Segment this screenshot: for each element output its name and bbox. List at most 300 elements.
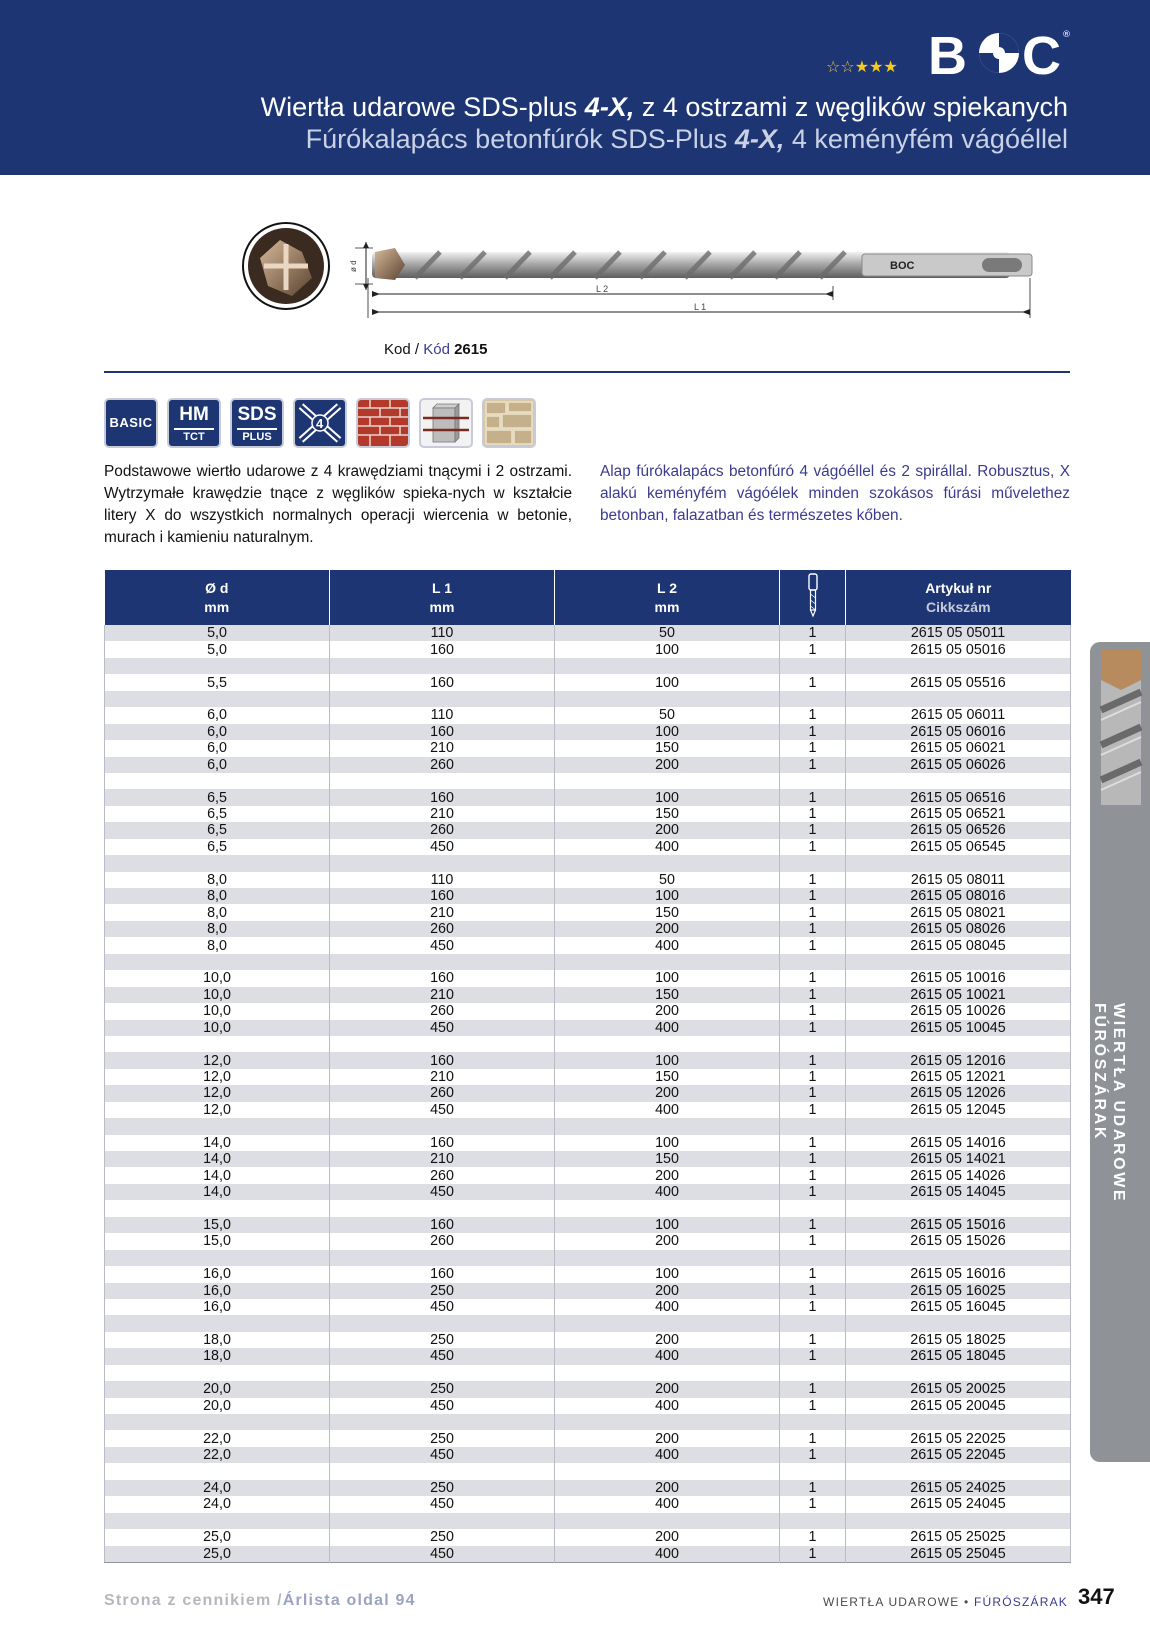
- cell-diameter: 8,0: [105, 872, 330, 888]
- cell-article-no: 2615 05 08021: [846, 904, 1071, 920]
- cell-diameter: [105, 954, 330, 970]
- cell-quantity: 1: [780, 1348, 846, 1364]
- cell-l2: 400: [555, 1496, 780, 1512]
- cell-diameter: 14,0: [105, 1135, 330, 1151]
- cell-diameter: 22,0: [105, 1430, 330, 1446]
- table-row: [105, 921, 1071, 937]
- cell-l2: 200: [555, 1529, 780, 1545]
- drill-illustration: [230, 218, 1080, 333]
- cell-quantity: [780, 1250, 846, 1266]
- cell-l1: [330, 855, 555, 871]
- cell-l2: 400: [555, 1398, 780, 1414]
- cell-quantity: 1: [780, 822, 846, 838]
- cell-diameter: 14,0: [105, 1167, 330, 1183]
- cell-l2: 150: [555, 904, 780, 920]
- cell-l1: [330, 658, 555, 674]
- stone-icon: [482, 398, 536, 448]
- cell-quantity: 1: [780, 740, 846, 756]
- cell-diameter: 10,0: [105, 1003, 330, 1019]
- table-row: [105, 822, 1071, 838]
- basic-icon: BASIC: [104, 398, 158, 448]
- cell-article-no: 2615 05 22045: [846, 1447, 1071, 1463]
- cell-l2: 150: [555, 987, 780, 1003]
- cell-l1: 450: [330, 1546, 555, 1563]
- cell-quantity: 1: [780, 1496, 846, 1512]
- cell-l1: 250: [330, 1332, 555, 1348]
- table-row: [105, 872, 1071, 888]
- table-spacer-row: [105, 1365, 1071, 1381]
- cell-quantity: 1: [780, 1480, 846, 1496]
- cell-quantity: 1: [780, 987, 846, 1003]
- cell-l2: [555, 1365, 780, 1381]
- cell-quantity: 1: [780, 1003, 846, 1019]
- header-diameter: Ø d mm: [105, 570, 330, 625]
- cell-l2: 200: [555, 1381, 780, 1397]
- cell-article-no: 2615 05 08016: [846, 888, 1071, 904]
- cell-quantity: 1: [780, 1151, 846, 1167]
- section-tab-label: WIERTŁA UDAROWE FÚRÓSZÁRAK: [1091, 1003, 1127, 1204]
- table-row: [105, 1135, 1071, 1151]
- cell-quantity: [780, 954, 846, 970]
- cell-l1: 260: [330, 1003, 555, 1019]
- cell-quantity: 1: [780, 1430, 846, 1446]
- cell-article-no: 2615 05 20045: [846, 1398, 1071, 1414]
- cell-quantity: 1: [780, 1332, 846, 1348]
- cell-article-no: 2615 05 14045: [846, 1184, 1071, 1200]
- cell-l2: 150: [555, 740, 780, 756]
- cell-diameter: 8,0: [105, 904, 330, 920]
- cell-quantity: 1: [780, 1398, 846, 1414]
- cell-l2: 200: [555, 1480, 780, 1496]
- drill-bit-icon: [802, 572, 824, 618]
- table-row: [105, 740, 1071, 756]
- cell-article-no: 2615 05 06516: [846, 789, 1071, 805]
- cell-diameter: [105, 1414, 330, 1430]
- cell-diameter: [105, 773, 330, 789]
- cell-quantity: 1: [780, 641, 846, 657]
- cell-quantity: [780, 1200, 846, 1216]
- cell-quantity: 1: [780, 937, 846, 953]
- cell-quantity: 1: [780, 921, 846, 937]
- cell-l1: 260: [330, 822, 555, 838]
- cell-article-no: 2615 05 08026: [846, 921, 1071, 937]
- cell-diameter: [105, 1036, 330, 1052]
- cell-diameter: 24,0: [105, 1480, 330, 1496]
- cell-quantity: 1: [780, 625, 846, 641]
- cell-diameter: 15,0: [105, 1233, 330, 1249]
- cell-quantity: 1: [780, 1135, 846, 1151]
- cell-diameter: [105, 855, 330, 871]
- cell-l1: [330, 1414, 555, 1430]
- cell-diameter: 8,0: [105, 921, 330, 937]
- cell-quantity: 1: [780, 839, 846, 855]
- cell-article-no: 2615 05 10021: [846, 987, 1071, 1003]
- header-article-no: Artykuł nr Cikkszám: [846, 570, 1071, 625]
- cell-l1: 450: [330, 1496, 555, 1512]
- page-title-hu: Fúrókalapács betonfúrók SDS-Plus 4-X, 4 keményfém vágóéllel: [305, 124, 1068, 154]
- table-row: [105, 1102, 1071, 1118]
- cell-l1: [330, 773, 555, 789]
- cell-l1: [330, 1250, 555, 1266]
- cell-l1: 450: [330, 937, 555, 953]
- cell-article-no: [846, 855, 1071, 871]
- cell-diameter: 10,0: [105, 987, 330, 1003]
- cell-quantity: 1: [780, 1020, 846, 1036]
- table-row: [105, 1348, 1071, 1364]
- cell-quantity: 1: [780, 1266, 846, 1282]
- table-row: [105, 1546, 1071, 1563]
- cell-l1: 160: [330, 641, 555, 657]
- cell-l2: 400: [555, 1348, 780, 1364]
- cell-article-no: 2615 05 16025: [846, 1283, 1071, 1299]
- table-spacer-row: [105, 1250, 1071, 1266]
- cell-diameter: 20,0: [105, 1398, 330, 1414]
- table-spacer-row: [105, 691, 1071, 707]
- cell-l2: 200: [555, 1233, 780, 1249]
- cell-quantity: [780, 1463, 846, 1479]
- cell-quantity: [780, 691, 846, 707]
- cell-l1: [330, 954, 555, 970]
- cell-diameter: 10,0: [105, 970, 330, 986]
- cell-diameter: [105, 658, 330, 674]
- table-row: [105, 789, 1071, 805]
- cell-article-no: 2615 05 05016: [846, 641, 1071, 657]
- table-spacer-row: [105, 1414, 1071, 1430]
- cell-article-no: 2615 05 06521: [846, 806, 1071, 822]
- cell-l2: 100: [555, 888, 780, 904]
- table-row: [105, 641, 1071, 657]
- cell-diameter: 6,0: [105, 707, 330, 723]
- table-row: [105, 1266, 1071, 1282]
- table-row: [105, 1332, 1071, 1348]
- cell-l1: 210: [330, 1151, 555, 1167]
- table-spacer-row: [105, 1315, 1071, 1331]
- cell-l1: 160: [330, 724, 555, 740]
- cell-article-no: 2615 05 14021: [846, 1151, 1071, 1167]
- cell-diameter: 14,0: [105, 1184, 330, 1200]
- svg-text:BOC: BOC: [890, 260, 915, 272]
- cell-l2: 100: [555, 1266, 780, 1282]
- table-row: [105, 1217, 1071, 1233]
- cell-l2: 200: [555, 822, 780, 838]
- cell-article-no: 2615 05 14026: [846, 1167, 1071, 1183]
- table-row: [105, 1151, 1071, 1167]
- cell-article-no: [846, 1365, 1071, 1381]
- cell-l2: 100: [555, 1052, 780, 1068]
- description-pl: Podstawowe wiertło udarowe z 4 krawędziami tnącymi i 2 ostrzami. Wytrzymałe krawędzie tnące z węglików spieka-nych w kształcie litery X do wszystkich normalnych operacji wiercenia w betonie, murach i kamieniu naturalnym.: [104, 463, 572, 546]
- cell-diameter: 18,0: [105, 1332, 330, 1348]
- cell-diameter: 6,5: [105, 839, 330, 855]
- cell-l2: 200: [555, 1085, 780, 1101]
- cell-l2: 100: [555, 1135, 780, 1151]
- table-row: [105, 1447, 1071, 1463]
- cell-l2: 100: [555, 674, 780, 690]
- cell-l2: 400: [555, 1546, 780, 1563]
- cell-l1: [330, 1365, 555, 1381]
- cell-l2: 200: [555, 1283, 780, 1299]
- star-outline-icon: ☆☆: [826, 57, 855, 76]
- cell-article-no: 2615 05 10045: [846, 1020, 1071, 1036]
- cell-l1: [330, 1036, 555, 1052]
- cell-article-no: 2615 05 06526: [846, 822, 1071, 838]
- cell-quantity: 1: [780, 904, 846, 920]
- cell-l2: 200: [555, 1167, 780, 1183]
- cell-quantity: 1: [780, 707, 846, 723]
- cell-l2: 100: [555, 641, 780, 657]
- page-number: 347: [1078, 1584, 1115, 1609]
- table-spacer-row: [105, 773, 1071, 789]
- cell-l2: [555, 954, 780, 970]
- table-row: [105, 1381, 1071, 1397]
- cell-quantity: [780, 1513, 846, 1529]
- divider: [104, 371, 1070, 373]
- cell-l1: 450: [330, 1398, 555, 1414]
- cell-quantity: 1: [780, 757, 846, 773]
- cell-diameter: 24,0: [105, 1496, 330, 1512]
- cell-l2: [555, 658, 780, 674]
- table-row: [105, 625, 1071, 641]
- cell-article-no: 2615 05 05011: [846, 625, 1071, 641]
- cell-article-no: 2615 05 12021: [846, 1069, 1071, 1085]
- cell-article-no: 2615 05 15026: [846, 1233, 1071, 1249]
- cell-diameter: 20,0: [105, 1381, 330, 1397]
- cell-l2: 400: [555, 1447, 780, 1463]
- cell-diameter: 5,5: [105, 674, 330, 690]
- cell-article-no: 2615 05 06011: [846, 707, 1071, 723]
- svg-text:L 1: L 1: [694, 302, 707, 312]
- cell-l1: 450: [330, 1447, 555, 1463]
- cell-l2: 150: [555, 1151, 780, 1167]
- cell-quantity: 1: [780, 1102, 846, 1118]
- cell-diameter: 6,5: [105, 789, 330, 805]
- cell-l2: 200: [555, 921, 780, 937]
- cell-article-no: 2615 05 10016: [846, 970, 1071, 986]
- cell-article-no: 2615 05 12016: [846, 1052, 1071, 1068]
- cell-l1: 160: [330, 888, 555, 904]
- cell-article-no: 2615 05 06021: [846, 740, 1071, 756]
- table-spacer-row: [105, 954, 1071, 970]
- table-spacer-row: [105, 1200, 1071, 1216]
- cell-l2: 200: [555, 1332, 780, 1348]
- cell-quantity: 1: [780, 1217, 846, 1233]
- cell-l1: [330, 1513, 555, 1529]
- table-row: [105, 937, 1071, 953]
- cell-l2: [555, 1414, 780, 1430]
- cell-article-no: 2615 05 20025: [846, 1381, 1071, 1397]
- cell-l2: 150: [555, 806, 780, 822]
- cell-quantity: 1: [780, 1184, 846, 1200]
- cell-diameter: [105, 1513, 330, 1529]
- cell-diameter: 14,0: [105, 1151, 330, 1167]
- cell-l1: 210: [330, 1069, 555, 1085]
- cell-l2: 400: [555, 937, 780, 953]
- cell-l1: 160: [330, 970, 555, 986]
- cell-l1: 450: [330, 839, 555, 855]
- cell-diameter: 6,5: [105, 806, 330, 822]
- cell-l1: 450: [330, 1020, 555, 1036]
- cell-quantity: [780, 1118, 846, 1134]
- cell-diameter: 12,0: [105, 1069, 330, 1085]
- price-list-reference: Strona z cennikiem /Árlista oldal 94: [104, 1592, 416, 1609]
- table-spacer-row: [105, 1513, 1071, 1529]
- cell-article-no: 2615 05 06016: [846, 724, 1071, 740]
- cell-l1: [330, 1315, 555, 1331]
- cell-diameter: 12,0: [105, 1052, 330, 1068]
- cell-l2: 400: [555, 1102, 780, 1118]
- hm-tct-icon: HM TCT: [167, 398, 221, 448]
- cell-diameter: [105, 1315, 330, 1331]
- table-row: [105, 1430, 1071, 1446]
- cell-l2: 100: [555, 724, 780, 740]
- cell-diameter: 10,0: [105, 1020, 330, 1036]
- cell-l1: 210: [330, 740, 555, 756]
- table-row: [105, 1233, 1071, 1249]
- cell-diameter: 25,0: [105, 1546, 330, 1563]
- cell-l2: 200: [555, 757, 780, 773]
- table-row: [105, 806, 1071, 822]
- cell-l1: 250: [330, 1529, 555, 1545]
- table-row: [105, 1283, 1071, 1299]
- table-spacer-row: [105, 1463, 1071, 1479]
- cell-l1: 260: [330, 757, 555, 773]
- header-quantity: [780, 570, 846, 625]
- cell-l2: [555, 1315, 780, 1331]
- cell-l2: [555, 773, 780, 789]
- cell-article-no: [846, 1250, 1071, 1266]
- cell-article-no: 2615 05 08011: [846, 872, 1071, 888]
- cell-diameter: 5,0: [105, 625, 330, 641]
- cell-l1: 160: [330, 1266, 555, 1282]
- cell-l2: 400: [555, 1184, 780, 1200]
- table-row: [105, 904, 1071, 920]
- table-row: [105, 1069, 1071, 1085]
- cell-diameter: 8,0: [105, 937, 330, 953]
- cell-quantity: 1: [780, 1283, 846, 1299]
- cell-article-no: [846, 773, 1071, 789]
- cell-l2: 50: [555, 872, 780, 888]
- cell-quantity: [780, 658, 846, 674]
- table-row: [105, 1529, 1071, 1545]
- table-spacer-row: [105, 855, 1071, 871]
- cell-quantity: [780, 855, 846, 871]
- rating-stars: [826, 57, 898, 76]
- table-row: [105, 1299, 1071, 1315]
- table-row: [105, 707, 1071, 723]
- cell-l1: [330, 1200, 555, 1216]
- cell-article-no: 2615 05 05516: [846, 674, 1071, 690]
- table-row: [105, 674, 1071, 690]
- table-row: [105, 1480, 1071, 1496]
- cell-diameter: 25,0: [105, 1529, 330, 1545]
- cell-article-no: [846, 1036, 1071, 1052]
- cell-article-no: [846, 658, 1071, 674]
- cell-article-no: 2615 05 18025: [846, 1332, 1071, 1348]
- cell-article-no: 2615 05 24045: [846, 1496, 1071, 1512]
- svg-text:4: 4: [316, 416, 324, 431]
- cell-quantity: 1: [780, 1381, 846, 1397]
- cell-l2: 100: [555, 789, 780, 805]
- cell-diameter: 6,0: [105, 740, 330, 756]
- cell-l2: [555, 1200, 780, 1216]
- header-l1: L 1 mm: [330, 570, 555, 625]
- cell-diameter: 12,0: [105, 1085, 330, 1101]
- cell-quantity: [780, 1036, 846, 1052]
- cell-l2: [555, 1036, 780, 1052]
- cell-article-no: 2615 05 22025: [846, 1430, 1071, 1446]
- cell-l2: 400: [555, 1020, 780, 1036]
- cell-diameter: [105, 1365, 330, 1381]
- cell-l1: [330, 1463, 555, 1479]
- header-l2: L 2 mm: [555, 570, 780, 625]
- cell-article-no: 2615 05 25025: [846, 1529, 1071, 1545]
- cell-quantity: [780, 1365, 846, 1381]
- cell-diameter: 18,0: [105, 1348, 330, 1364]
- table-row: [105, 1398, 1071, 1414]
- cell-quantity: 1: [780, 888, 846, 904]
- cell-quantity: 1: [780, 970, 846, 986]
- cell-l1: 160: [330, 674, 555, 690]
- cell-quantity: 1: [780, 872, 846, 888]
- table-spacer-row: [105, 1036, 1071, 1052]
- cell-article-no: 2615 05 16016: [846, 1266, 1071, 1282]
- cell-article-no: 2615 05 24025: [846, 1480, 1071, 1496]
- cell-l2: [555, 1118, 780, 1134]
- cell-quantity: 1: [780, 1447, 846, 1463]
- cell-l1: 260: [330, 1233, 555, 1249]
- cell-l1: 450: [330, 1102, 555, 1118]
- cell-article-no: [846, 1200, 1071, 1216]
- svg-text:C: C: [1022, 26, 1061, 86]
- table-spacer-row: [105, 658, 1071, 674]
- cell-article-no: 2615 05 12045: [846, 1102, 1071, 1118]
- cell-diameter: 22,0: [105, 1447, 330, 1463]
- cell-article-no: [846, 954, 1071, 970]
- cell-l1: 210: [330, 987, 555, 1003]
- table-row: [105, 1003, 1071, 1019]
- cell-diameter: 6,0: [105, 724, 330, 740]
- table-row: [105, 1020, 1071, 1036]
- cell-diameter: [105, 1200, 330, 1216]
- cell-article-no: [846, 1463, 1071, 1479]
- cell-diameter: [105, 691, 330, 707]
- cell-l2: 50: [555, 707, 780, 723]
- cell-article-no: 2615 05 12026: [846, 1085, 1071, 1101]
- cell-article-no: 2615 05 06026: [846, 757, 1071, 773]
- cell-l2: [555, 1513, 780, 1529]
- cell-quantity: 1: [780, 674, 846, 690]
- cell-article-no: [846, 1414, 1071, 1430]
- cell-l1: 250: [330, 1430, 555, 1446]
- table-row: [105, 1184, 1071, 1200]
- cell-l2: 200: [555, 1430, 780, 1446]
- cell-quantity: 1: [780, 1085, 846, 1101]
- cell-article-no: 2615 05 08045: [846, 937, 1071, 953]
- drill-photo: [1093, 650, 1150, 805]
- cell-diameter: 12,0: [105, 1102, 330, 1118]
- cell-diameter: 6,0: [105, 757, 330, 773]
- cell-article-no: [846, 1513, 1071, 1529]
- cell-diameter: [105, 1463, 330, 1479]
- cell-diameter: 16,0: [105, 1283, 330, 1299]
- cell-quantity: [780, 1414, 846, 1430]
- cell-article-no: 2615 05 14016: [846, 1135, 1071, 1151]
- cell-l1: 450: [330, 1184, 555, 1200]
- page-title-pl: Wiertła udarowe SDS-plus 4-X, z 4 ostrzami z węglików spiekanych: [260, 92, 1068, 122]
- svg-text:L 2: L 2: [596, 284, 609, 294]
- cell-l1: 160: [330, 789, 555, 805]
- cell-l2: [555, 1463, 780, 1479]
- cell-l1: 250: [330, 1283, 555, 1299]
